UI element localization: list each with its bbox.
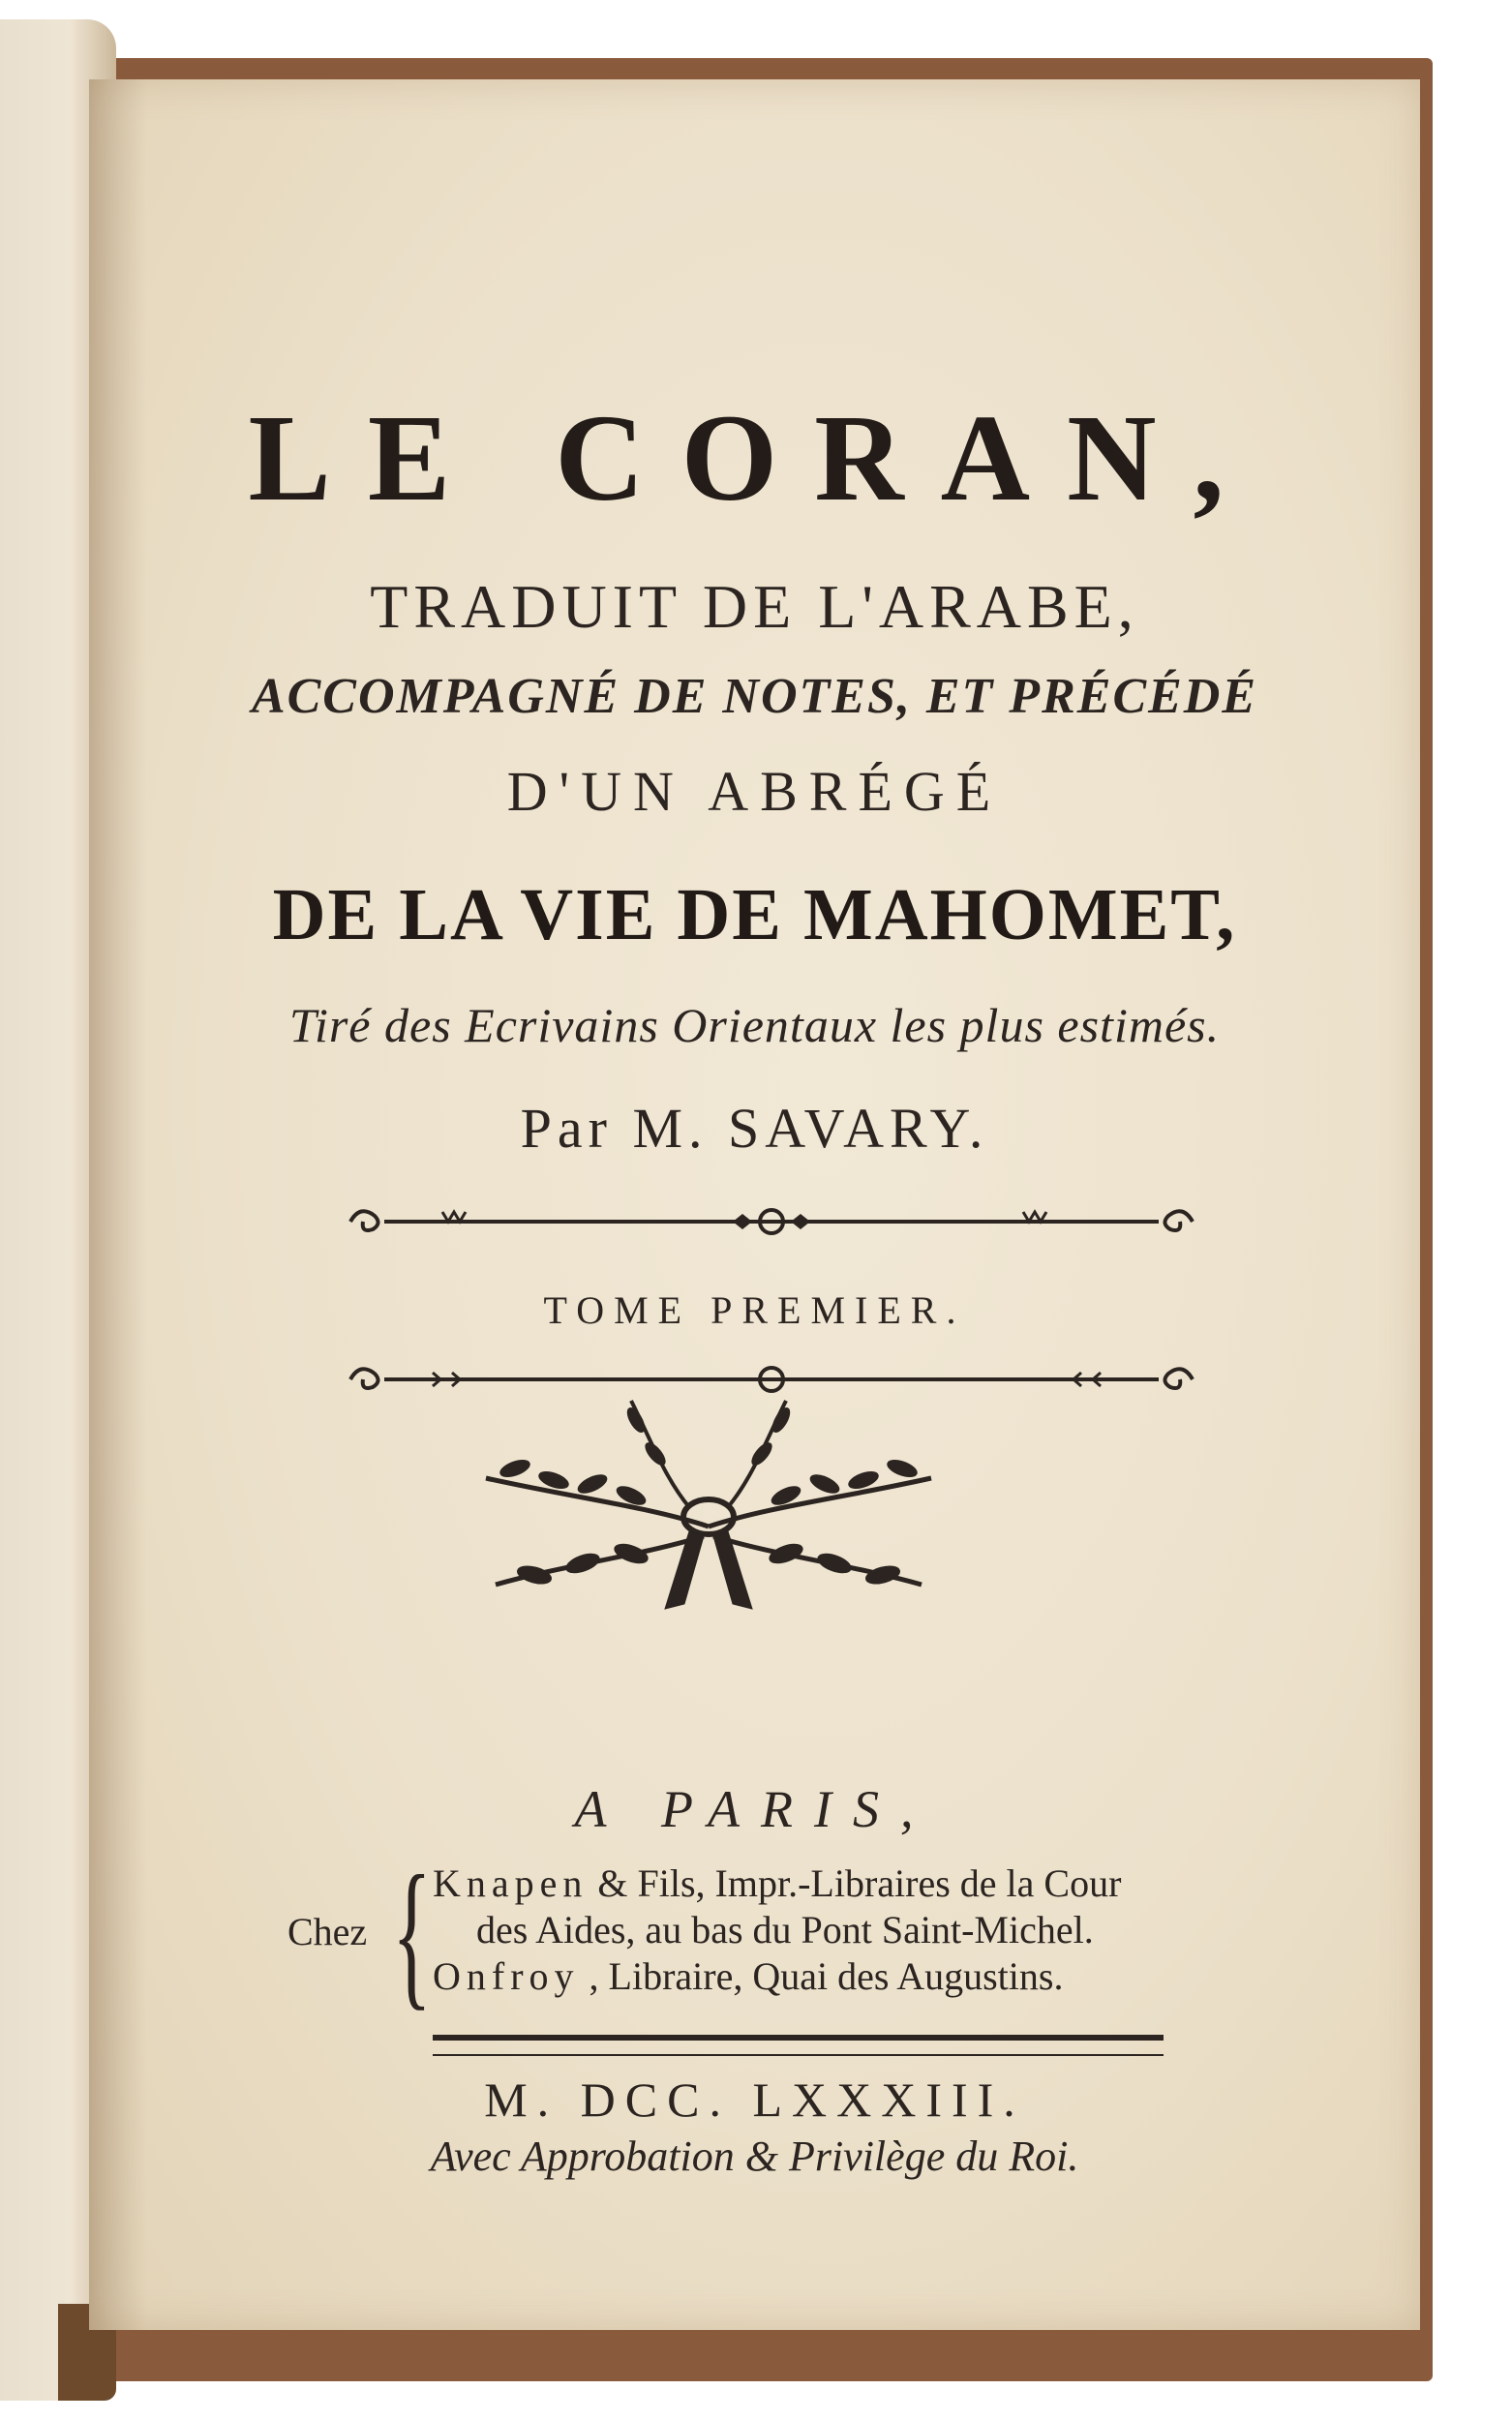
ornament-rule-top: [346, 1197, 1197, 1246]
subtitle-life: DE LA VIE DE MAHOMET,: [272, 874, 1237, 955]
privilege-line: Avec Approbation & Privilège du Roi.: [430, 2133, 1079, 2180]
publisher-2: [433, 1953, 1063, 1999]
publisher-1: [433, 1860, 1121, 1906]
publisher-block: [287, 1842, 1352, 2025]
subtitle-translated: TRADUIT DE L'ARABE,: [370, 572, 1139, 641]
double-rule-divider: [433, 2035, 1164, 2056]
publisher-2-rest: , Libraire, Quai des Augustins.: [589, 1954, 1064, 1998]
chez-label: Chez: [287, 1910, 368, 1953]
brace-icon: {: [392, 1842, 432, 2024]
volume-label: TOME PREMIER.: [543, 1288, 966, 1332]
book-title: LE CORAN,: [248, 389, 1261, 527]
publisher-1-name: Knapen: [433, 1861, 589, 1905]
author-line: Par M. SAVARY.: [520, 1097, 989, 1160]
publisher-1-rest: & Fils, Impr.-Libraires de la Cour: [597, 1861, 1122, 1905]
subtitle-abridged: D'UN ABRÉGÉ: [506, 760, 1003, 823]
subtitle-source: Tiré des Ecrivains Orientaux les plus estimés.: [288, 998, 1221, 1052]
subtitle-notes: ACCOMPAGNÉ DE NOTES, ET PRÉCÉDÉ: [251, 669, 1258, 724]
publisher-1-address: des Aides, au bas du Pont Saint-Michel.: [476, 1908, 1094, 1951]
title-page: [89, 79, 1420, 2330]
imprint-city: A PARIS,: [574, 1780, 935, 1838]
page-gutter-shadow: [89, 79, 147, 2330]
publisher-2-name: Onfroy: [433, 1954, 580, 1998]
laurel-vignette-icon: [457, 1391, 960, 1623]
publication-date: M. DCC. LXXXIII.: [484, 2072, 1025, 2127]
